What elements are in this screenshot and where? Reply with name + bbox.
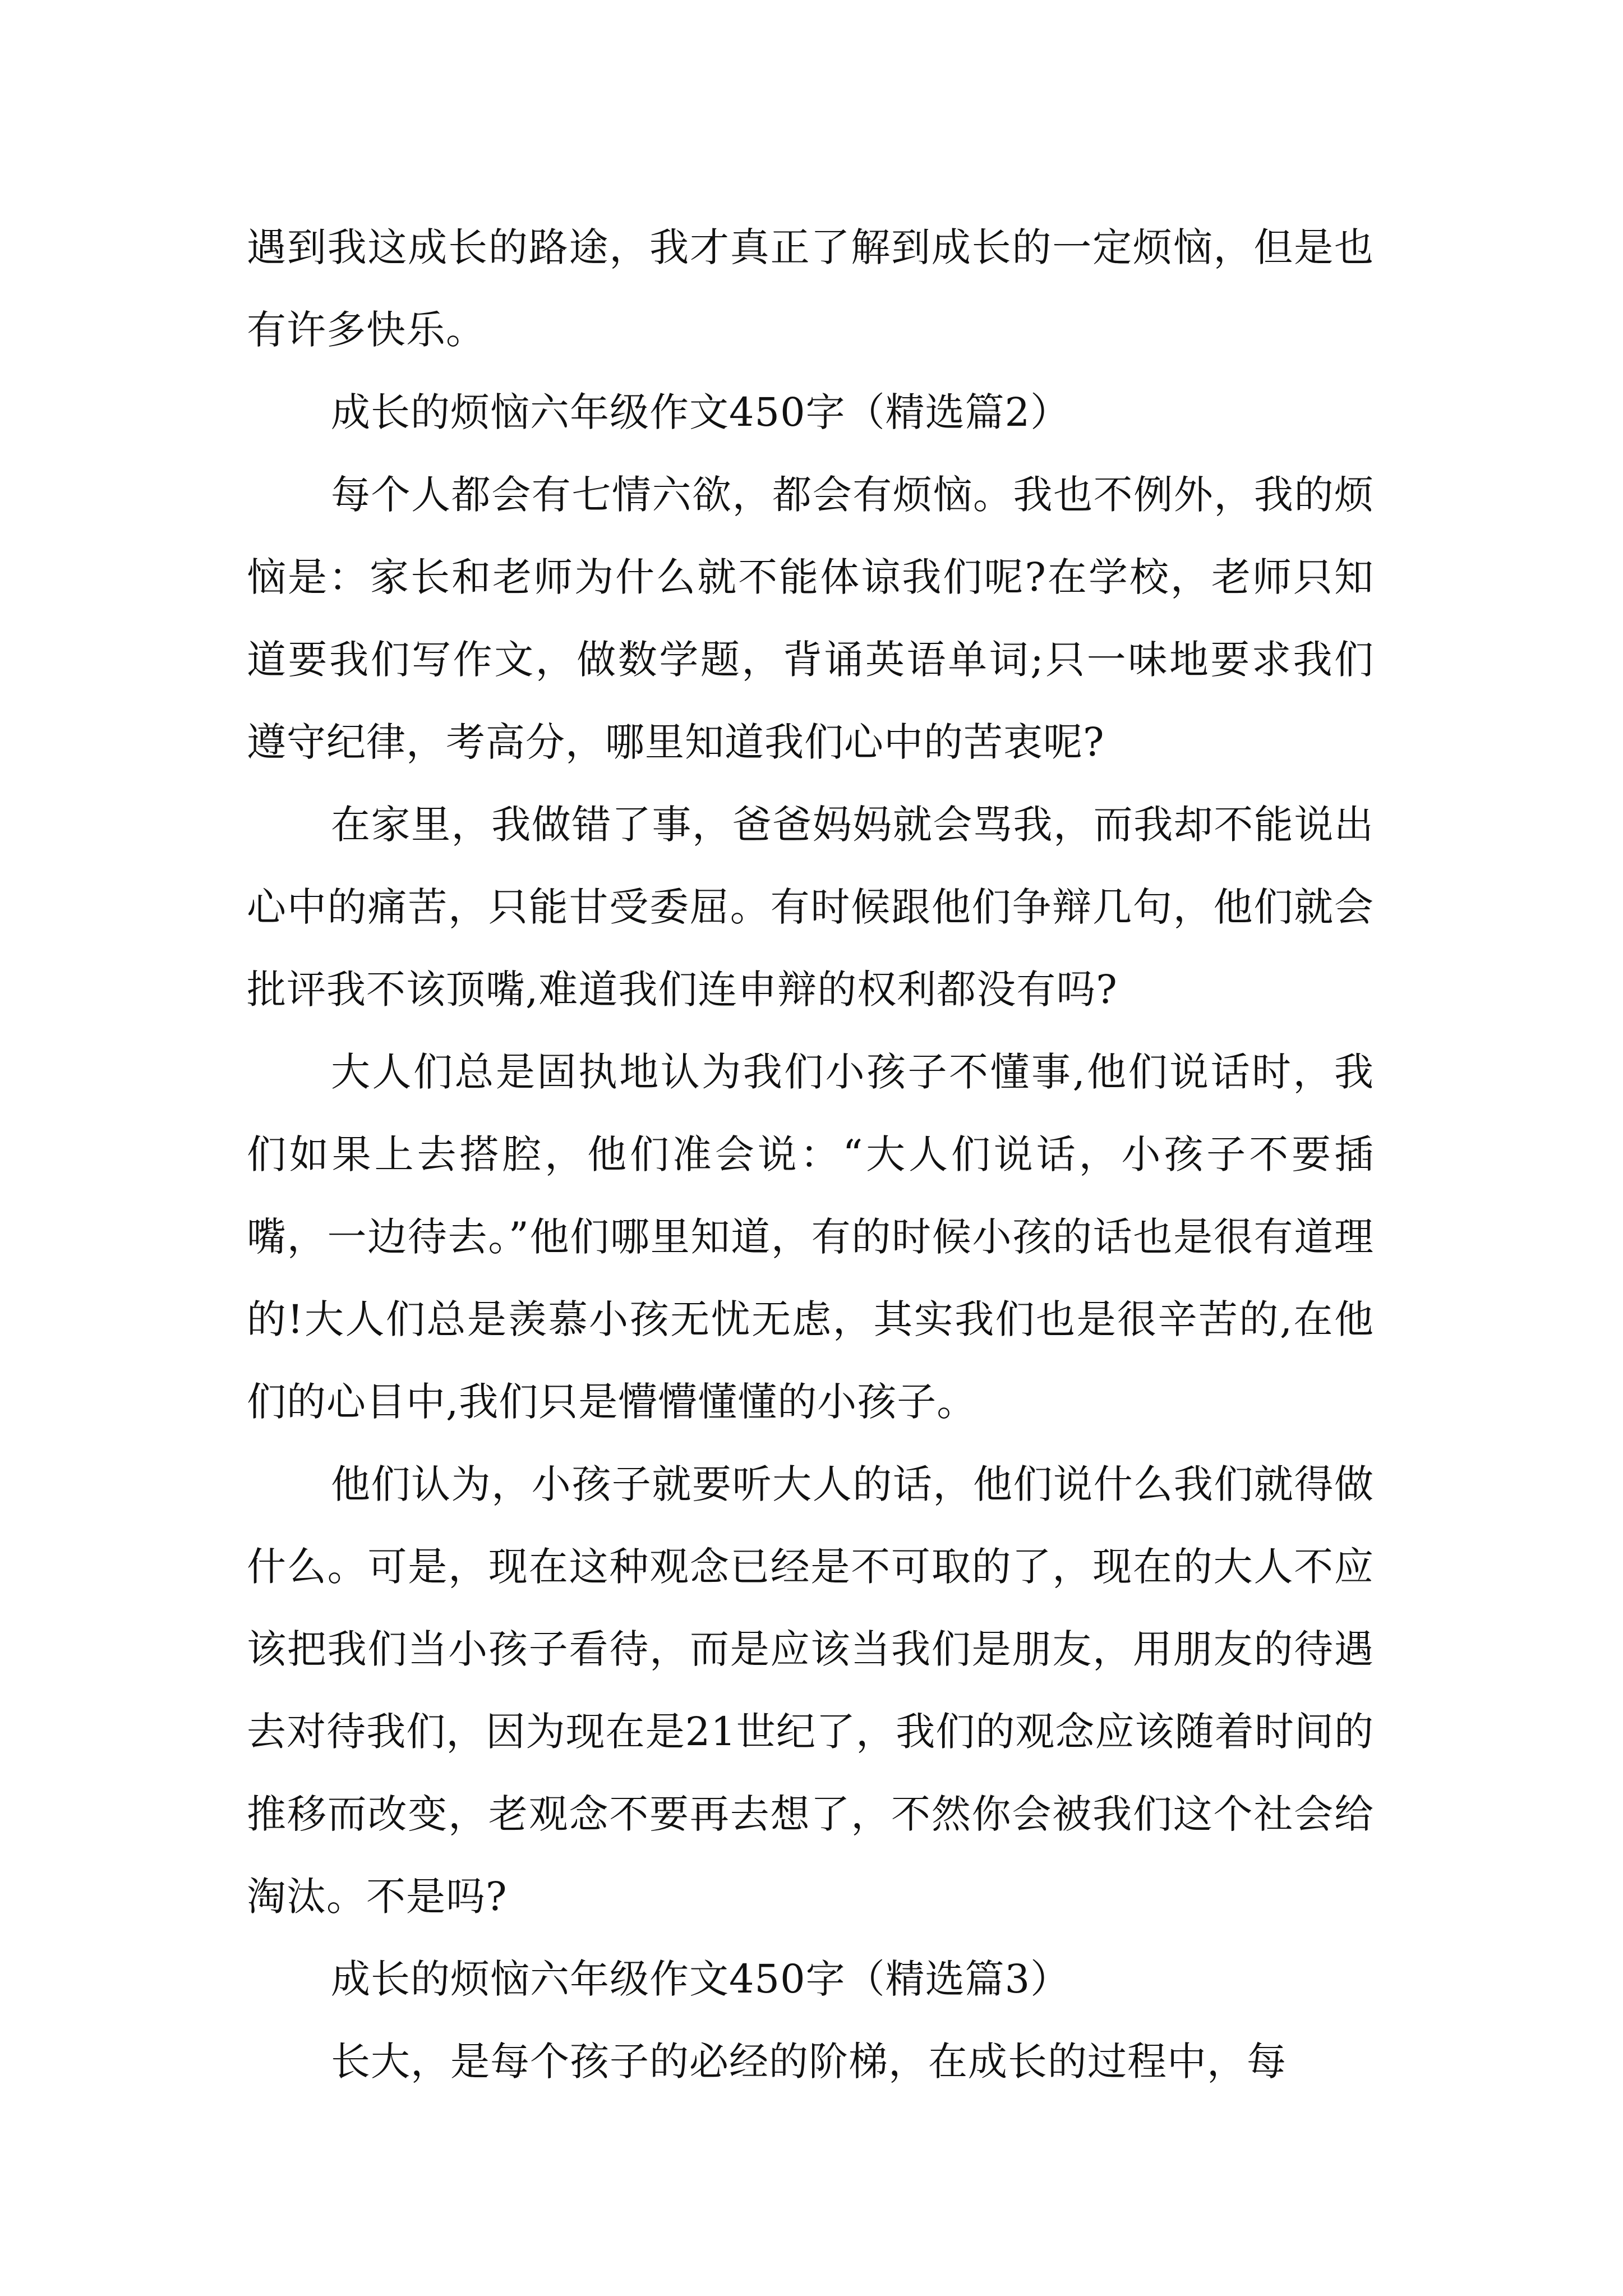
paragraph-continuation: 遇到我这成长的路途，我才真正了解到成长的一定烦恼，但是也有许多快乐。	[247, 224, 1374, 353]
paragraph-worries: 每个人都会有七情六欲，都会有烦恼。我也不例外，我的烦恼是：家长和老师为什么就不能体谅我们呢?在学校，老师只知道要我们写作文，做数学题，背诵英语单词;只一味地要求我们遵守纪律，考高分，哪里知道我们心中的苦衷呢?	[247, 472, 1374, 765]
paragraph-adults: 大人们总是固执地认为我们小孩子不懂事,他们说话时，我们如果上去搭腔，他们准会说：“大人们说话，小孩子不要插嘴，一边待去。”他们哪里知道，有的时候小孩的话也是很有道理的!大人们总是羡慕小孩无忧无虑，其实我们也是很辛苦的,在他们的心目中,我们只是懵懵懂懂的小孩子。	[247, 1049, 1374, 1425]
document-body	[247, 206, 1374, 2103]
paragraph-growing-up: 长大，是每个孩子的必经的阶梯，在成长的过程中，每	[331, 2039, 1287, 2085]
paragraph-they-think: 他们认为，小孩子就要听大人的话，他们说什么我们就得做什么。可是，现在这种观念已经是不可取的了，现在的大人不应该把我们当小孩子看待，而是应该当我们是朋友，用朋友的待遇去对待我们，因为现在是21世纪了，我们的观念应该随着时间的推移而改变，老观念不要再去想了，不然你会被我们这个社会给淘汰。不是吗?	[247, 1461, 1374, 1920]
section-heading-2: 成长的烦恼六年级作文450字（精选篇2）	[331, 389, 1071, 435]
section-heading-3: 成长的烦恼六年级作文450字（精选篇3）	[331, 1956, 1071, 2002]
paragraph-at-home: 在家里，我做错了事，爸爸妈妈就会骂我，而我却不能说出心中的痛苦，只能甘受委屈。有时候跟他们争辩几句，他们就会批评我不该顶嘴,难道我们连申辩的权利都没有吗?	[247, 802, 1374, 1013]
